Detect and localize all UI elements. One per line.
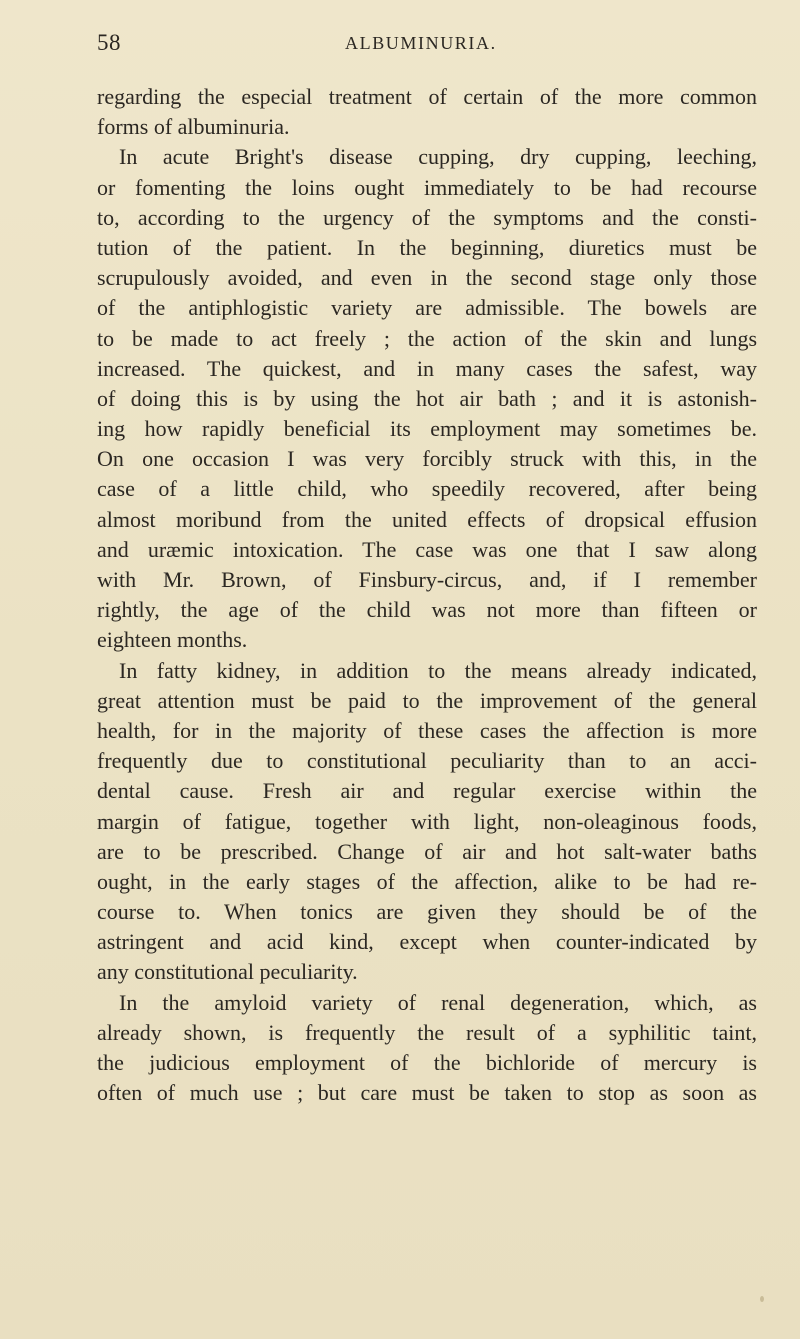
text-line: On one occasion I was very forcibly struck with this, in the <box>97 446 757 472</box>
text-line: increased. The quickest, and in many cases the safest, way <box>97 355 757 381</box>
text-line: regarding the especial treatment of certain of the more common <box>97 84 757 109</box>
text-line: rightly, the age of the child was not more than fifteen or <box>97 597 757 623</box>
paragraph-start-line: In acute Bright's disease cupping, dry cupping, leeching, <box>119 144 757 170</box>
text-line: and uræmic intoxication. The case was one that I saw along <box>97 536 757 562</box>
paper-speck <box>760 1296 764 1302</box>
text-line: the judicious employment of the bichloride of mercury is <box>97 1050 757 1075</box>
running-title: ALBUMINURIA. <box>345 33 497 53</box>
text-line: health, for in the majority of these cases the affection is more <box>97 717 757 743</box>
text-line: with Mr. Brown, of Finsbury-circus, and, if I remember <box>97 567 757 592</box>
text-line: forms of albuminuria. <box>97 114 290 140</box>
body-text <box>97 82 757 1108</box>
text-line: any constitutional peculiarity. <box>97 959 358 985</box>
text-line: of the antiphlogistic variety are admissible. The bowels are <box>97 295 757 321</box>
text-line: are to be prescribed. Change of air and hot salt-water baths <box>97 838 757 864</box>
text-line: scrupulously avoided, and even in the second stage only those <box>97 265 757 291</box>
paragraph-start-line: In fatty kidney, in addition to the means already indicated, <box>119 657 757 683</box>
text-line: eighteen months. <box>97 627 248 653</box>
text-line: astringent and acid kind, except when counter-indicated by <box>97 929 757 955</box>
text-line: great attention must be paid to the improvement of the general <box>97 687 757 713</box>
paragraph-start-line: In the amyloid variety of renal degeneration, which, as <box>119 989 757 1015</box>
text-line: often of much use ; but care must be taken to stop as soon as <box>97 1080 757 1106</box>
text-line: of doing this is by using the hot air bath ; and it is astonish- <box>97 385 757 411</box>
text-line: or fomenting the loins ought immediately to be had recourse <box>97 174 757 200</box>
text-line: tution of the patient. In the beginning, diuretics must be <box>97 234 757 260</box>
text-line: ought, in the early stages of the affection, alike to be had re- <box>97 868 757 894</box>
text-line: case of a little child, who speedily recovered, after being <box>97 476 757 502</box>
running-head <box>97 30 757 60</box>
text-line: ing how rapidly beneficial its employment may sometimes be. <box>97 416 757 442</box>
text-line: almost moribund from the united effects of dropsical effusion <box>97 506 757 532</box>
page-number: 58 <box>97 30 121 55</box>
text-line: already shown, is frequently the result of a syphilitic taint, <box>97 1019 757 1045</box>
text-line: margin of fatigue, together with light, non-oleaginous foods, <box>97 808 757 834</box>
text-line: frequently due to constitutional peculiarity than to an acci- <box>97 748 757 774</box>
text-line: dental cause. Fresh air and regular exercise within the <box>97 778 757 804</box>
text-line: to be made to act freely ; the action of the skin and lungs <box>97 325 757 351</box>
text-line: to, according to the urgency of the symptoms and the consti- <box>97 204 757 230</box>
text-line: course to. When tonics are given they should be of the <box>97 899 757 925</box>
